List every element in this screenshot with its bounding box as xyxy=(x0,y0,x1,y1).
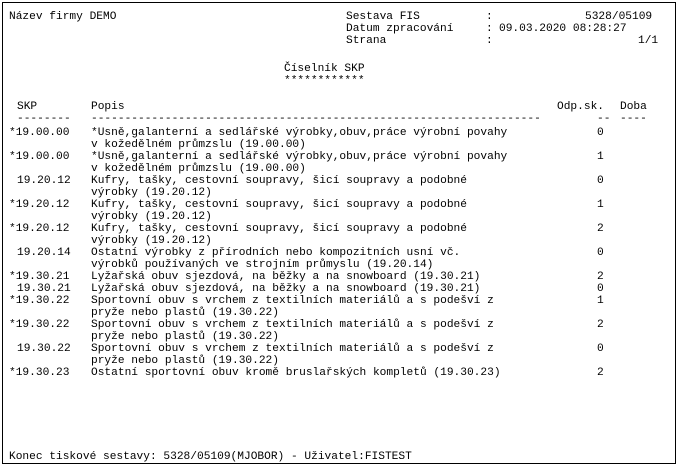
row-popis-line: Kufry, tašky, cestovní soupravy, šicí soupravy a podobné xyxy=(91,199,467,211)
row-popis-line: výrobky (19.20.12) xyxy=(91,187,212,199)
row-popis-line: Kufry, tašky, cestovní soupravy, šicí soupravy a podobné xyxy=(91,175,467,187)
separator-popis: ------------------------------------------------------------------- xyxy=(91,113,541,125)
column-header-odp-sk: Odp.sk. xyxy=(557,101,604,113)
row-popis-line: výrobků používaných ve strojním průmyslu (19.20.14) xyxy=(91,259,434,271)
column-header-popis: Popis xyxy=(91,101,125,113)
row-popis-line: *Usně,galanterní a sedlářské výrobky,obuv,práce výrobní povahy xyxy=(91,151,508,163)
row-skp-code: 19.30.21 xyxy=(17,283,71,295)
row-skp-code: 19.30.22 xyxy=(17,343,71,355)
row-skp-code: *19.20.12 xyxy=(9,223,70,235)
row-odp-sk: 2 xyxy=(597,319,604,331)
report-colon: : xyxy=(486,11,493,23)
row-skp-code: *19.30.22 xyxy=(9,319,70,331)
row-popis-line: Sportovní obuv s vrchem z textilních materiálů a s podešví z xyxy=(91,295,494,307)
page-colon: : xyxy=(486,35,493,47)
row-popis-line: Sportovní obuv s vrchem z textilních materiálů a s podešví z xyxy=(91,319,494,331)
row-popis-line: výrobky (19.20.12) xyxy=(91,235,212,247)
row-odp-sk: 2 xyxy=(597,367,604,379)
row-odp-sk: 0 xyxy=(597,127,604,139)
row-popis-line: pryže nebo plastů (19.30.22) xyxy=(91,355,279,367)
row-odp-sk: 0 xyxy=(597,247,604,259)
title-underline: ************ xyxy=(284,75,365,87)
row-odp-sk: 1 xyxy=(597,295,604,307)
row-skp-code: *19.00.00 xyxy=(9,127,70,139)
date-label: Datum zpracování xyxy=(346,23,454,35)
company-name: Název firmy DEMO xyxy=(9,11,117,23)
row-popis-line: Kufry, tašky, cestovní soupravy, šicí soupravy a podobné xyxy=(91,223,467,235)
row-skp-code: *19.30.21 xyxy=(9,271,70,283)
row-popis-line: v kožedělném průmzslu (19.00.00) xyxy=(91,139,306,151)
separator-skp: -------- xyxy=(17,113,71,125)
page-number: 1/1 xyxy=(638,35,659,47)
row-odp-sk: 0 xyxy=(597,343,604,355)
row-skp-code: *19.00.00 xyxy=(9,151,70,163)
row-popis-line: výrobky (19.20.12) xyxy=(91,211,212,223)
processing-date: 09.03.2020 08:28:27 xyxy=(499,23,627,35)
row-popis-line: *Usně,galanterní a sedlářské výrobky,obuv,práce výrobní povahy xyxy=(91,127,508,139)
report-number: 5328/05109 xyxy=(585,11,653,23)
row-odp-sk: 0 xyxy=(597,283,604,295)
row-odp-sk: 2 xyxy=(597,223,604,235)
row-popis-line: Lyžařská obuv sjezdová, na běžky a na snowboard (19.30.21) xyxy=(91,271,481,283)
row-skp-code: 19.20.12 xyxy=(17,175,71,187)
row-odp-sk: 1 xyxy=(597,151,604,163)
row-skp-code: *19.30.22 xyxy=(9,295,70,307)
report-footer: Konec tiskové sestavy: 5328/05109(MJOBOR) - Uživatel:FISTEST xyxy=(9,451,412,463)
separator-odp-sk: -- xyxy=(597,113,611,125)
row-popis-line: pryže nebo plastů (19.30.22) xyxy=(91,331,279,343)
row-skp-code: *19.30.23 xyxy=(9,367,70,379)
separator-doba: ---- xyxy=(620,113,647,125)
row-odp-sk: 0 xyxy=(597,175,604,187)
column-header-doba: Doba xyxy=(620,101,647,113)
row-popis-line: Ostatní sportovní obuv kromě bruslařských kompletů (19.30.23) xyxy=(91,367,501,379)
row-popis-line: pryže nebo plastů (19.30.22) xyxy=(91,307,279,319)
row-popis-line: Ostatní výrobky z přírodních nebo kompozitních usní vč. xyxy=(91,247,461,259)
column-header-skp: SKP xyxy=(17,101,38,113)
page-label: Strana xyxy=(346,35,387,47)
row-odp-sk: 1 xyxy=(597,199,604,211)
row-popis-line: Lyžařská obuv sjezdová, na běžky a na snowboard (19.30.21) xyxy=(91,283,481,295)
row-popis-line: Sportovní obuv s vrchem z textilních materiálů a s podešví z xyxy=(91,343,494,355)
report-frame xyxy=(2,2,676,464)
row-popis-line: v kožedělném průmzslu (19.00.00) xyxy=(91,163,306,175)
row-skp-code: *19.20.12 xyxy=(9,199,70,211)
row-odp-sk: 2 xyxy=(597,271,604,283)
row-skp-code: 19.20.14 xyxy=(17,247,71,259)
report-title: Číselník SKP xyxy=(284,63,365,75)
report-label: Sestava FIS xyxy=(346,11,420,23)
date-colon: : xyxy=(486,23,493,35)
